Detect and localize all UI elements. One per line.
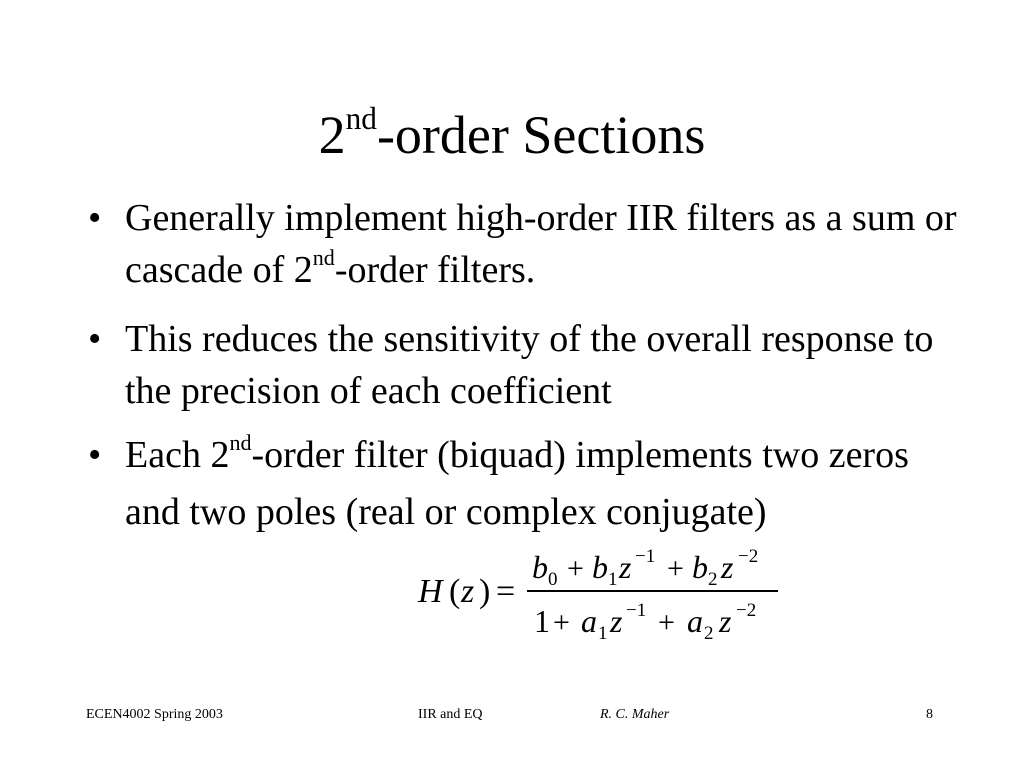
- eq-b1: b: [592, 549, 608, 585]
- title-prefix: 2: [318, 105, 346, 165]
- bullet-text: Each 2: [125, 434, 230, 476]
- eq-b2: b: [692, 549, 708, 585]
- bullet-text: This reduces the sensitivity of the overall response to the precision of each coefficient: [125, 318, 934, 412]
- bullet-superscript: nd: [312, 244, 335, 270]
- eq-num-z-2: z: [721, 549, 734, 585]
- eq-z-variable: z: [461, 573, 475, 610]
- eq-a2: a: [687, 603, 703, 639]
- footer-course: ECEN4002 Spring 2003: [86, 707, 223, 722]
- eq-num-plus-1: +: [567, 552, 584, 585]
- eq-num-plus-2: +: [667, 552, 684, 585]
- eq-den-plus-2: +: [658, 606, 675, 639]
- bullet-text: Generally implement high-order IIR filters as a sum or cascade of 2: [125, 197, 957, 291]
- bullet-superscript: nd: [229, 429, 252, 455]
- eq-a1-subscript: 1: [598, 623, 608, 644]
- eq-equals: =: [496, 573, 516, 610]
- bullet-list: [84, 192, 964, 550]
- title-suffix: -order Sections: [376, 105, 706, 165]
- eq-a2-subscript: 2: [704, 623, 714, 644]
- bullet-marker: •: [88, 318, 102, 360]
- eq-b1-subscript: 1: [608, 569, 618, 590]
- bullet-text: -order filter (biquad) implements two zeros and two poles (real or complex conjugate): [125, 434, 909, 533]
- eq-den-one: 1: [534, 603, 550, 639]
- eq-open-paren: (: [449, 573, 461, 610]
- eq-den-plus-1: +: [553, 606, 570, 639]
- footer-page-number: 8: [926, 707, 933, 722]
- eq-num-exp-2: −2: [738, 546, 759, 567]
- bullet-item-2: [84, 313, 964, 417]
- eq-b0-subscript: 0: [548, 569, 558, 590]
- eq-num-z-1: z: [619, 549, 632, 585]
- slide-title: [0, 100, 1024, 178]
- eq-close-paren: ): [479, 573, 491, 610]
- bullet-item-1: [84, 192, 964, 301]
- eq-b0: b: [532, 549, 548, 585]
- eq-num-exp-1: −1: [635, 546, 656, 567]
- eq-den-exp-1: −1: [626, 600, 647, 621]
- bullet-item-3: [84, 429, 964, 538]
- eq-a1: a: [581, 603, 597, 639]
- equation-svg: [416, 540, 786, 650]
- footer-topic: IIR and EQ: [418, 707, 483, 722]
- eq-h-symbol: H: [418, 573, 443, 610]
- eq-b2-subscript: 2: [708, 569, 718, 590]
- title-superscript: nd: [345, 100, 377, 136]
- bullet-marker: •: [88, 434, 102, 476]
- eq-den-exp-2: −2: [736, 600, 757, 621]
- eq-den-z-1: z: [610, 603, 623, 639]
- eq-den-z-2: z: [719, 603, 732, 639]
- bullet-text: -order filters.: [334, 249, 536, 291]
- footer-author: R. C. Maher: [600, 707, 670, 722]
- bullet-marker: •: [88, 197, 102, 239]
- transfer-function-equation: [416, 540, 786, 650]
